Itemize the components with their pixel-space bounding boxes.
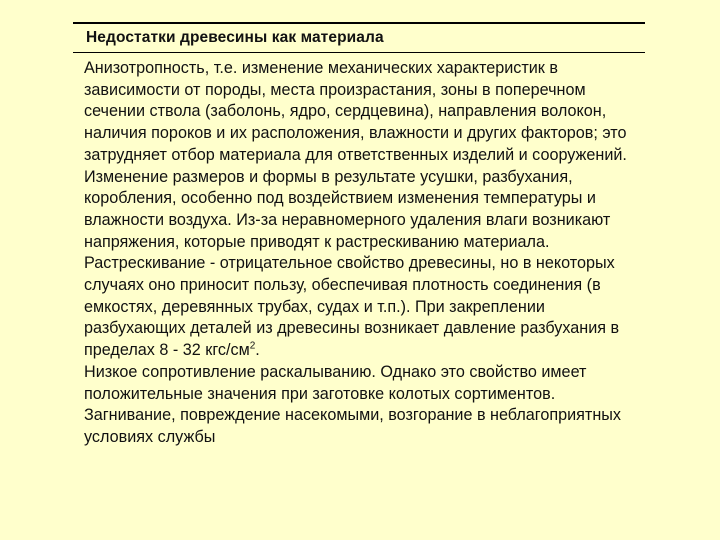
superscript-two: 2 [249,340,256,352]
paragraph-cracking-end: . [255,341,260,360]
paragraph-cracking [84,253,644,362]
disadvantages-table [73,22,645,449]
paragraph-decay: Загнивание, повреждение насекомыми, возгорание в неблагоприятных условиях службы [84,406,622,446]
paragraph-cracking-text: Растрескивание - отрицательное свойство древесины, но в некоторых случаях оно приносит пользу, обеспечивая плотность соединения (в емкостях, деревянных трубах, судах и т.п.). При закреплении разбухающих деталей из древесины возникает давление разбухания в пределах 8 - 32 кгс/см [84,254,620,360]
table-header: Недостатки древесины как материала [86,29,384,46]
paragraph-size-change: Изменение размеров и формы в результате усушки, разбухания, коробления, особенно под воздействием изменения температуры и влажности воздуха. Из-за неравномерного удаления влаги возникают напряжения, которые приводят к растрескиванию материала. [84,167,611,251]
paragraph-splitting: Низкое сопротивление раскалыванию. Однако это свойство имеет положительные значения при заготовке колотых сортиментов. [84,362,587,403]
paragraph-anisotropy: Анизотропность, т.е. изменение механических характеристик в зависимости от породы, места произрастания, зоны в поперечном сечении ствола (заболонь, ядро, сердцевина), направления волокон, наличия пороков и их расположения, влажности и других факторов; это затрудняет отбор материала для ответственных изделий и сооружений. [84,59,627,164]
table-body [73,53,644,449]
